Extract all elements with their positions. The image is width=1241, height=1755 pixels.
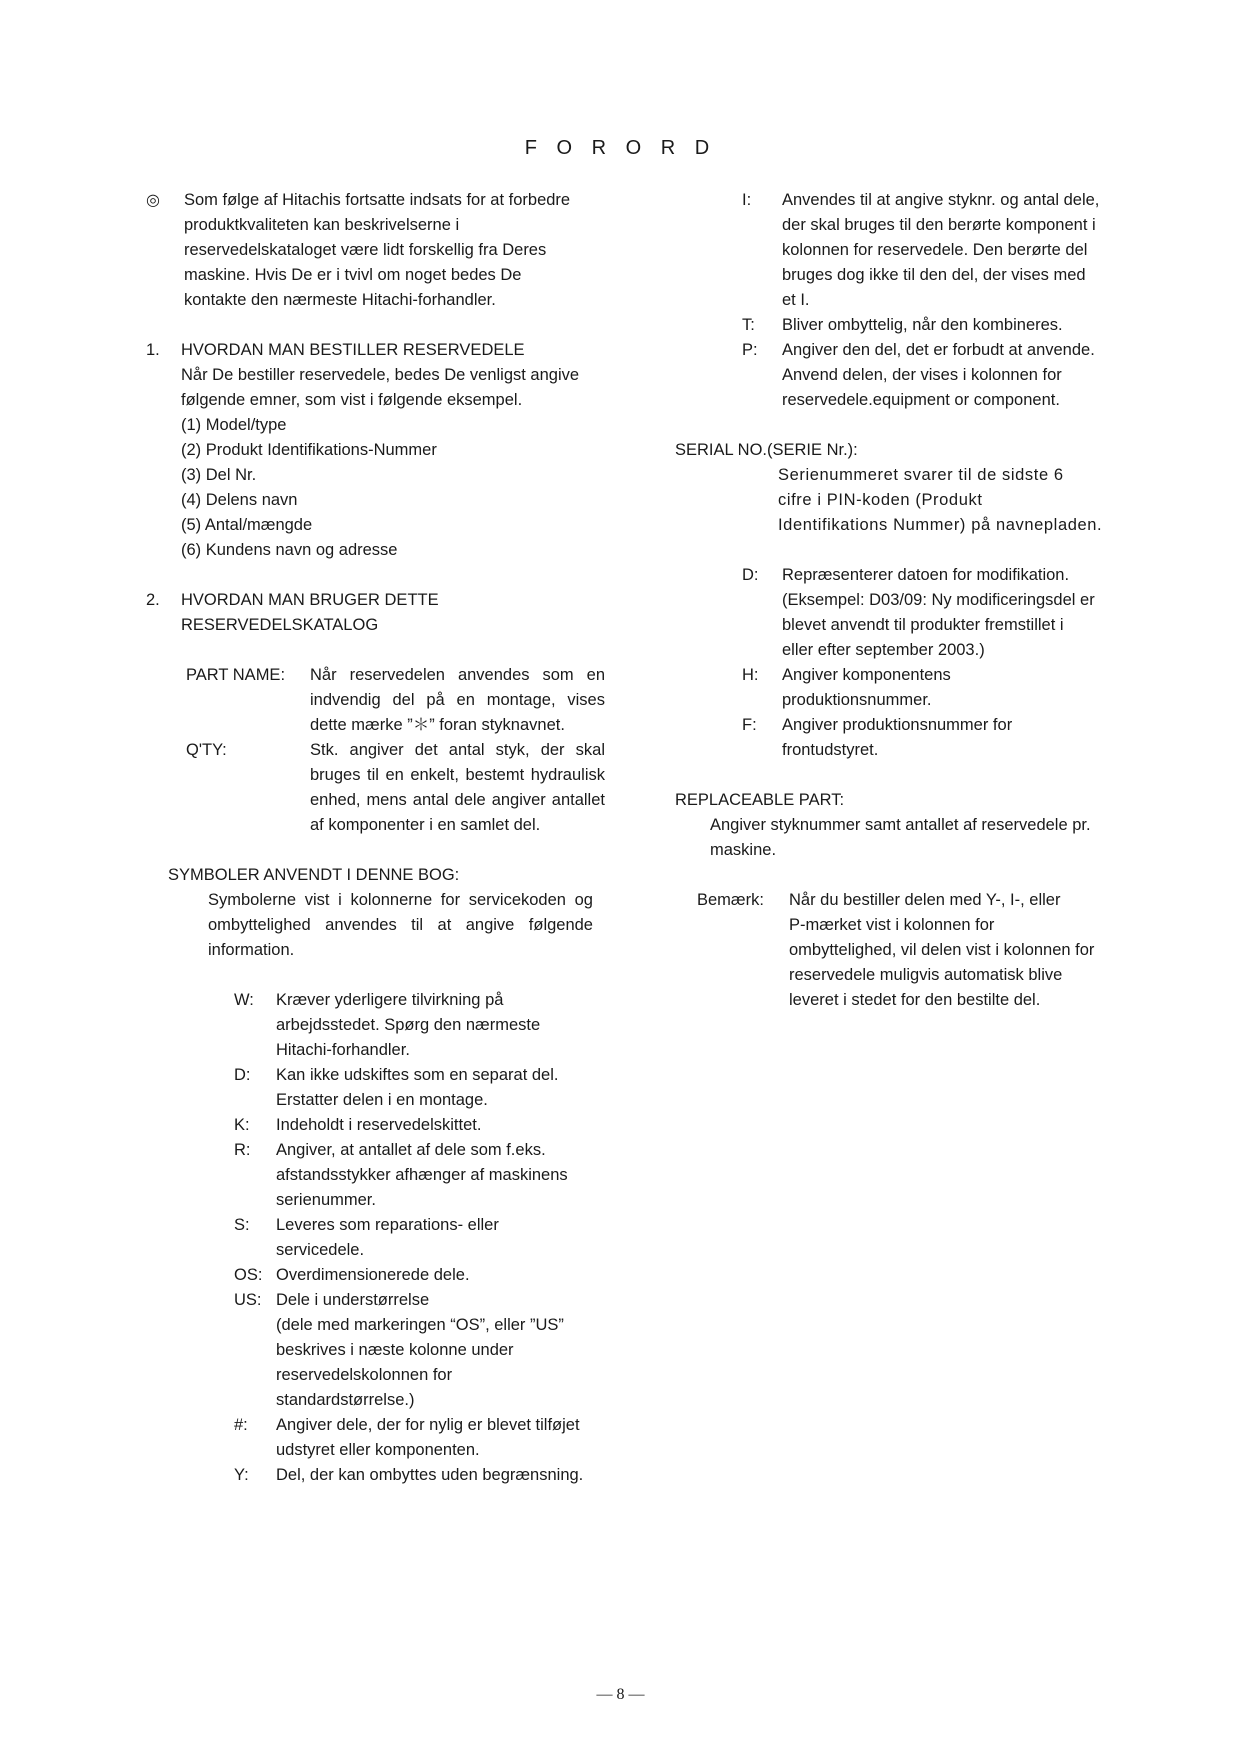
- text-line: Som følge af Hitachis fortsatte indsats for at forbedre: [184, 191, 571, 209]
- serial-section: [675, 438, 1125, 538]
- text-line: kolonnen for reservedele. Den berørte del: [782, 241, 1088, 259]
- text-line: Kan ikke udskiftes som en separat del.: [276, 1066, 559, 1084]
- text-line: reservedele.equipment or component.: [782, 391, 1060, 409]
- replaceable-heading: REPLACEABLE PART:: [675, 791, 845, 809]
- text-line: følgende emner, som vist i følgende eksempel.: [181, 391, 523, 409]
- left-column: [146, 188, 616, 1488]
- symbol-key: T:: [742, 316, 755, 334]
- text-line: udstyret eller komponenten.: [276, 1441, 480, 1459]
- symbol-key: P:: [742, 341, 758, 359]
- symbol-key: I:: [742, 191, 752, 209]
- text-line: Bliver ombyttelig, når den kombineres.: [782, 316, 1063, 334]
- symbols-list: [234, 988, 616, 1488]
- symbols-heading: SYMBOLER ANVENDT I DENNE BOG:: [168, 866, 460, 884]
- list-item: (4) Delens navn: [181, 491, 298, 509]
- text-line: Indeholdt i reservedelskittet.: [276, 1116, 482, 1134]
- text-line: reservedelskolonnen for: [276, 1366, 453, 1384]
- intro-note: [146, 188, 616, 313]
- section-heading: HVORDAN MAN BRUGER DETTE: [181, 591, 439, 609]
- section-number: 2.: [146, 591, 160, 609]
- text-line: Anvend delen, der vises i kolonnen for: [782, 366, 1062, 384]
- text-line: eller efter september 2003.): [782, 641, 985, 659]
- part-name-definition: [186, 663, 616, 738]
- text-line: Angiver komponentens: [782, 666, 951, 684]
- text-line: Angiver den del, det er forbudt at anvende.: [782, 341, 1095, 359]
- text-line: Når du bestiller delen med Y-, I-, eller: [789, 891, 1061, 909]
- text-line: maskine.: [710, 841, 777, 859]
- text-line: ombyttelighed, vil delen vist i kolonnen for: [789, 941, 1095, 959]
- text-line: bruges dog ikke til den del, der vises med: [782, 266, 1086, 284]
- text-line: cifre i PIN-koden (Produkt: [778, 491, 983, 509]
- text-line: afstandsstykker afhænger af maskinens: [276, 1166, 568, 1184]
- symbol-item: [234, 1463, 616, 1488]
- list-item: (2) Produkt Identifikations-Nummer: [181, 441, 437, 459]
- text-line: beskrives i næste kolonne under: [276, 1341, 514, 1359]
- symbol-key: W:: [234, 991, 254, 1009]
- remark-note: [675, 888, 1125, 1013]
- text-line: servicedele.: [276, 1241, 365, 1259]
- qty-definition: [186, 738, 616, 838]
- symbol-item: [742, 713, 1125, 763]
- symbols-intro: Symbolerne vist i kolonnerne for servicekoden og ombyttelighed anvendes til at angive følgende information.: [208, 891, 593, 959]
- text-line: serienummer.: [276, 1191, 376, 1209]
- text-line: reservedelskataloget være lidt forskellig fra Deres: [184, 241, 547, 259]
- text-line: Identifikations Nummer) på navnepladen.: [778, 516, 1103, 534]
- symbol-item: [742, 663, 1125, 713]
- symbol-item: [234, 1288, 616, 1413]
- symbols-section: [146, 863, 616, 1488]
- symbol-item: [234, 1213, 616, 1263]
- section-number: 1.: [146, 341, 160, 359]
- text-line: P-mærket vist i kolonnen for: [789, 916, 995, 934]
- symbol-item: [742, 563, 1125, 663]
- text-line: Erstatter delen i en montage.: [276, 1091, 488, 1109]
- symbol-item: [742, 188, 1125, 313]
- page-number: ― 8 ―: [596, 1686, 645, 1703]
- symbol-key: H:: [742, 666, 759, 684]
- text-line: Leveres som reparations- eller: [276, 1216, 499, 1234]
- text-line: Serienummeret svarer til de sidste 6: [778, 466, 1064, 484]
- definition-label: PART NAME:: [186, 666, 286, 684]
- symbol-item: [742, 338, 1125, 413]
- intro-text: [184, 188, 570, 313]
- text-line: Dele i understørrelse: [276, 1291, 430, 1309]
- list-item: (5) Antal/mængde: [181, 516, 313, 534]
- serial-heading: SERIAL NO.(SERIE Nr.):: [675, 441, 858, 459]
- symbol-key: S:: [234, 1216, 250, 1234]
- text-line: Angiver styknummer samt antallet af reservedele pr.: [710, 816, 1091, 834]
- text-line: Hitachi-forhandler.: [276, 1041, 410, 1059]
- text-line: frontudstyret.: [782, 741, 879, 759]
- list-item: (1) Model/type: [181, 416, 287, 434]
- text-line: maskine. Hvis De er i tvivl om noget bedes De: [184, 266, 522, 284]
- text-line: Angiver dele, der for nylig er blevet tilføjet: [276, 1416, 580, 1434]
- text-line: der skal bruges til den berørte komponent i: [782, 216, 1096, 234]
- text-line: produktionsnummer.: [782, 691, 932, 709]
- text-line: leveret i stedet for den bestilte del.: [789, 991, 1041, 1009]
- text-line: blevet anvendt til produkter fremstillet i: [782, 616, 1064, 634]
- definition-text: Når reservedelen anvendes som en indvendig del på en montage, vises dette mærke ”＊” foran styknavnet.: [310, 666, 605, 734]
- text-line: Angiver, at antallet af dele som f.eks.: [276, 1141, 546, 1159]
- text-line: kontakte den nærmeste Hitachi-forhandler.: [184, 291, 496, 309]
- symbol-key: #:: [234, 1416, 248, 1434]
- symbol-key: F:: [742, 716, 757, 734]
- text-line: Når De bestiller reservedele, bedes De venligst angive: [181, 366, 580, 384]
- text-line: Kræver yderligere tilvirkning på: [276, 991, 504, 1009]
- replaceable-section: [675, 788, 1125, 863]
- symbol-item: [234, 1413, 616, 1463]
- text-line: (dele med markeringen “OS”, eller ”US”: [276, 1316, 564, 1334]
- symbol-key: D:: [742, 566, 759, 584]
- section-heading: HVORDAN MAN BESTILLER RESERVEDELE: [181, 341, 525, 359]
- symbol-key: D:: [234, 1066, 251, 1084]
- double-circle-icon: ◎: [146, 192, 160, 209]
- section-heading: RESERVEDELSKATALOG: [181, 616, 379, 634]
- symbols-list-continued: [742, 188, 1125, 413]
- text-line: (Eksempel: D03/09: Ny modificeringsdel er: [782, 591, 1095, 609]
- symbols-list-modification: [742, 563, 1125, 763]
- text-line: Angiver produktionsnummer for: [782, 716, 1013, 734]
- symbol-key: K:: [234, 1116, 250, 1134]
- symbol-key: US:: [234, 1291, 262, 1309]
- text-line: Del, der kan ombyttes uden begrænsning.: [276, 1466, 584, 1484]
- symbol-item: [234, 1138, 616, 1213]
- text-line: standardstørrelse.): [276, 1391, 415, 1409]
- text-line: Anvendes til at angive styknr. og antal dele,: [782, 191, 1100, 209]
- remark-label: Bemærk:: [697, 891, 764, 909]
- symbol-item: [234, 988, 616, 1063]
- symbol-item: [234, 1113, 616, 1138]
- page-title: F O R O R D: [524, 137, 717, 159]
- section-ordering: [146, 338, 616, 563]
- text-line: reservedele muligvis automatisk blive: [789, 966, 1063, 984]
- symbol-key: OS:: [234, 1266, 263, 1284]
- list-item: (3) Del Nr.: [181, 466, 257, 484]
- symbol-item: [234, 1263, 616, 1288]
- list-item: (6) Kundens navn og adresse: [181, 541, 398, 559]
- symbol-item: [234, 1063, 616, 1113]
- text-line: produktkvaliteten kan beskrivelserne i: [184, 216, 460, 234]
- text-line: arbejdsstedet. Spørg den nærmeste: [276, 1016, 541, 1034]
- definition-text: Stk. angiver det antal styk, der skal bruges til en enkelt, bestemt hydraulisk enhed, mens antal dele angiver antallet af komponenter i en samlet del.: [310, 741, 605, 834]
- symbol-key: R:: [234, 1141, 251, 1159]
- definition-label: Q'TY:: [186, 741, 227, 759]
- symbol-item: [742, 313, 1125, 338]
- text-line: Repræsenterer datoen for modifikation.: [782, 566, 1070, 584]
- symbol-key: Y:: [234, 1466, 249, 1484]
- text-line: Overdimensionerede dele.: [276, 1266, 470, 1284]
- text-line: et I.: [782, 291, 810, 309]
- right-column: [675, 188, 1125, 1013]
- section-usage: [146, 588, 616, 838]
